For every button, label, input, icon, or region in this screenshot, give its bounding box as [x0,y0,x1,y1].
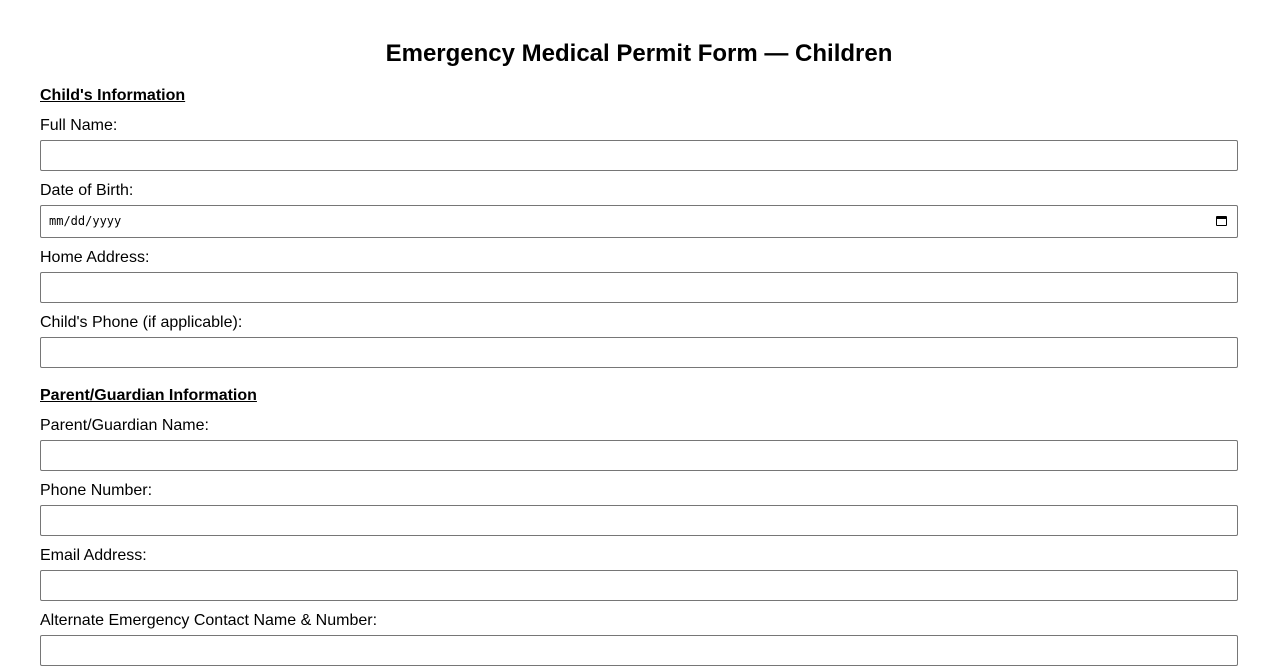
email-input[interactable] [40,570,1238,601]
parent-phone-input[interactable] [40,505,1238,536]
home-address-input[interactable] [40,272,1238,303]
section-heading-parent: Parent/Guardian Information [40,387,257,404]
full-name-input[interactable] [40,140,1238,171]
calendar-icon[interactable] [1216,216,1227,226]
child-phone-label: Child's Phone (if applicable): [40,314,243,331]
email-label: Email Address: [40,547,147,564]
parent-name-label: Parent/Guardian Name: [40,417,209,434]
dob-placeholder: mm/dd/yyyy [49,214,122,228]
page-title: Emergency Medical Permit Form — Children [385,40,893,67]
parent-phone-label: Phone Number: [40,482,153,499]
dob-input[interactable] [40,205,1238,238]
parent-name-input[interactable] [40,440,1238,471]
home-address-label: Home Address: [40,249,150,266]
full-name-label: Full Name: [40,117,118,134]
child-phone-input[interactable] [40,337,1238,368]
alt-contact-label: Alternate Emergency Contact Name & Number: [40,612,378,629]
dob-label: Date of Birth: [40,182,134,199]
alt-contact-input[interactable] [40,635,1238,666]
section-heading-child: Child's Information [40,87,186,104]
